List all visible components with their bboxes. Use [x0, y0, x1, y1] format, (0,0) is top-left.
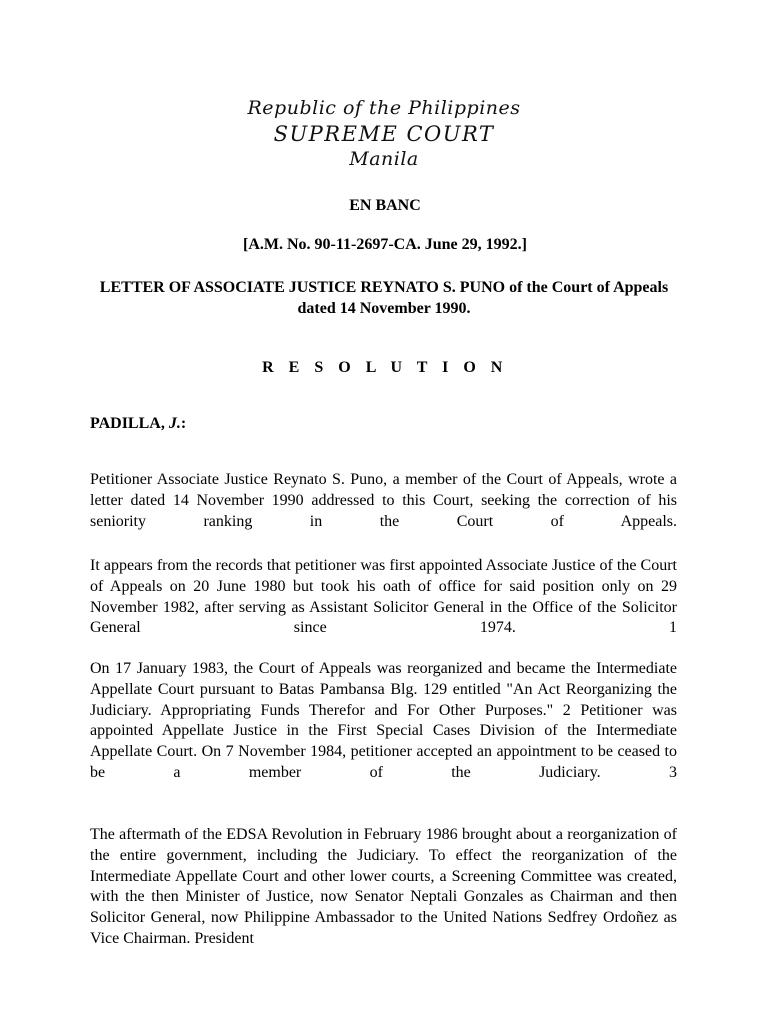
case-number: [A.M. No. 90-11-2697-CA. June 29, 1992.] — [243, 236, 527, 253]
header-republic: Republic of the Philippines — [247, 97, 521, 119]
document-type-heading: R E S O L U T I O N — [262, 359, 508, 376]
ponente-suffix: J. — [168, 415, 181, 432]
case-title: LETTER OF ASSOCIATE JUSTICE REYNATO S. PUNO of the Court of Appeals dated 14 November 1990. — [99, 279, 669, 317]
paragraph-3: On 17 January 1983, the Court of Appeals was reorganized and became the Intermediate Appellate Court pursuant to Batas Pambansa Blg. 129 entitled "An Act Reorganizing the Judiciary. Appropriating Funds Therefor and For Other Purposes." 2 Petitioner was appointed Appellate Justice in the First Special Cases Division of the Intermediate Appellate Court. On 7 November 1984, petitioner accepted an appointment to be ceased to be a member of the Judiciary. 3 — [90, 660, 677, 781]
division-heading: EN BANC — [349, 197, 421, 214]
paragraph-2: It appears from the records that petitioner was first appointed Associate Justice of the Court of Appeals on 20 June 1980 but took his oath of office for said position only on 29 November 1982, after serving as Assistant Solicitor General in the Office of the Solicitor General since 1974. 1 — [90, 557, 677, 637]
ponente-colon: : — [180, 415, 187, 432]
ponente-name: PADILLA, — [90, 415, 169, 432]
paragraph-4: The aftermath of the EDSA Revolution in February 1986 brought about a reorganization of the entire government, including the Judiciary. To effect the reorganization of the Intermediate Appellate Court and other lower courts, a Screening Committee was created, with the then Minister of Justice, now Senator Neptali Gonzales as Chairman and then Solicitor General, now Philippine Ambassador to the United Nations Sedfrey Ordoñez as Vice Chairman. President — [90, 826, 677, 947]
ponente — [90, 415, 186, 433]
header-city: Manila — [349, 148, 419, 170]
header-court: SUPREME COURT — [273, 122, 495, 146]
paragraph-1: Petitioner Associate Justice Reynato S. Puno, a member of the Court of Appeals, wrote a letter dated 14 November 1990 addressed to this Court, seeking the correction of his seniority ranking in the Court of Appeals. — [90, 471, 677, 530]
